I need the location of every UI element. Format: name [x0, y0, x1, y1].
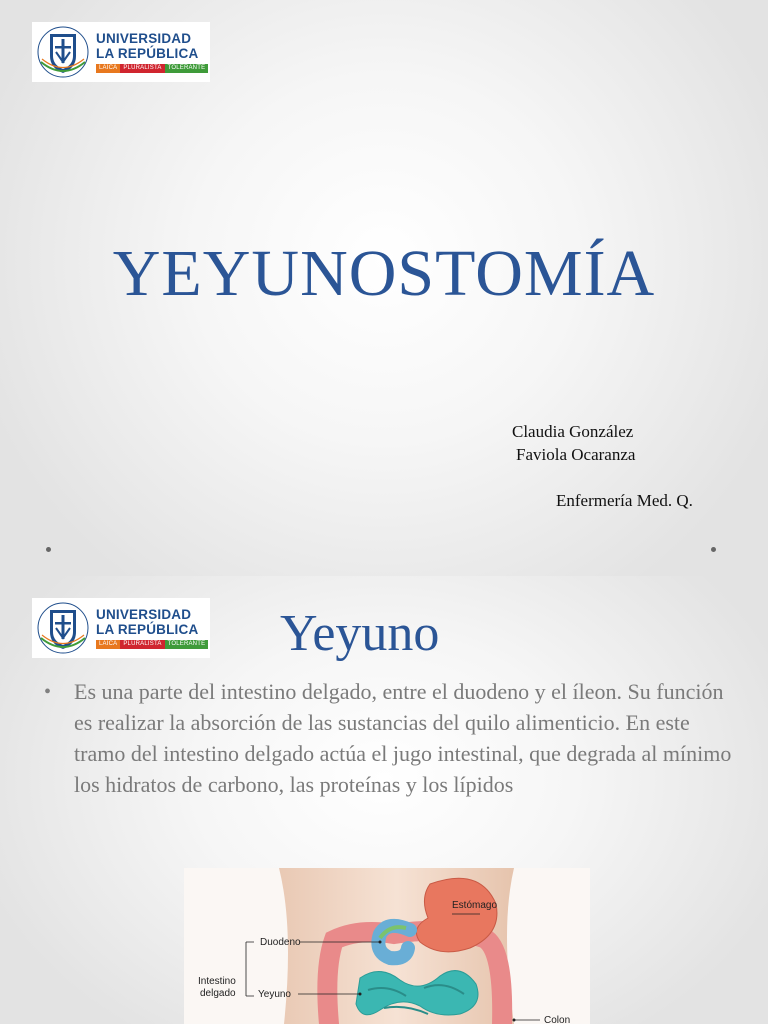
logo-tag-2: PLURALISTA	[120, 64, 164, 73]
bullet-marker: •	[44, 681, 52, 703]
anatomy-illustration	[184, 868, 590, 1024]
label-small-intestine-2: delgado	[200, 988, 236, 999]
empty-bullet-left	[46, 547, 51, 552]
university-seal-icon	[37, 602, 89, 654]
logo-tagline	[96, 640, 208, 649]
label-stomach: Estómago	[452, 900, 498, 911]
bullet-paragraph: Es una parte del intestino delgado, entre el duodeno y el íleon. Su función es realizar la absorción de las sustancias del quilo alimenticio. En este tramo del intestino delgado actúa el jugo intestinal, que degrada al mínimo los hidratos de carbono, las proteínas y los lípidos	[74, 679, 732, 797]
university-logo	[32, 22, 210, 82]
logo-tag-1: LAICA	[96, 640, 120, 649]
author-name-1: Claudia González	[512, 422, 634, 441]
university-logo	[32, 598, 210, 658]
logo-tag-3: TOLERANTE	[165, 64, 209, 73]
label-jejunum: Yeyuno	[258, 989, 291, 1000]
author-name-2: Faviola Ocaranza	[516, 445, 636, 464]
empty-bullet-right	[711, 547, 716, 552]
label-colon: Colon	[544, 1015, 571, 1024]
university-seal-icon	[37, 26, 89, 78]
logo-line-2: LA REPÚBLICA	[96, 622, 199, 637]
label-duodenum: Duodeno	[260, 937, 301, 948]
logo-tag-1: LAICA	[96, 64, 120, 73]
logo-line-1: UNIVERSIDAD	[96, 31, 192, 46]
digestive-system-image	[184, 868, 590, 1024]
logo-line-1: UNIVERSIDAD	[96, 607, 192, 622]
course-name: Enfermería Med. Q.	[556, 491, 693, 510]
slide-title: Yeyuno	[280, 605, 440, 662]
label-small-intestine-1: Intestino	[198, 976, 236, 987]
logo-line-2: LA REPÚBLICA	[96, 46, 199, 61]
presentation-title: YEYUNOSTOMÍA	[112, 237, 656, 310]
logo-tagline	[96, 64, 208, 73]
logo-tag-3: TOLERANTE	[165, 640, 209, 649]
logo-tag-2: PLURALISTA	[120, 640, 164, 649]
content-slide	[0, 576, 768, 1024]
